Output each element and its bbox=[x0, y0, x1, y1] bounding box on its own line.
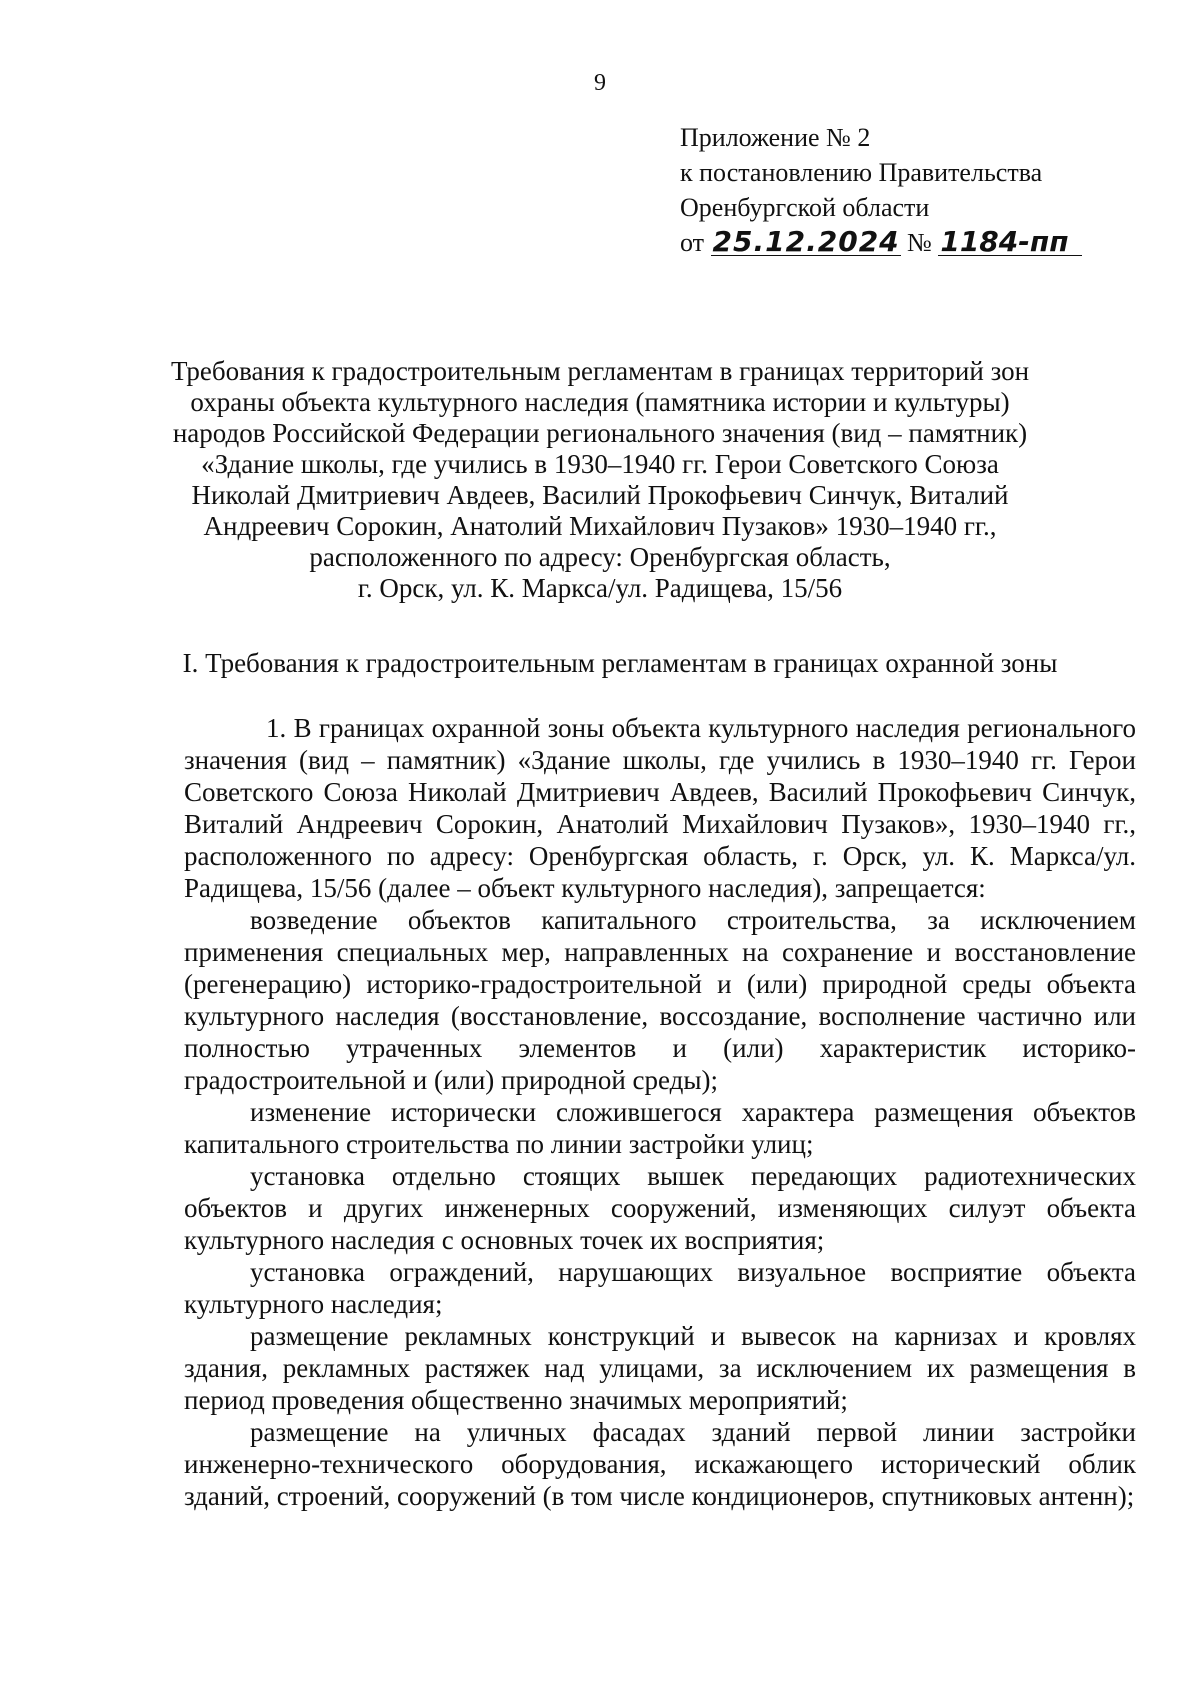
appendix-region: Оренбургской области bbox=[680, 193, 930, 222]
document-title bbox=[150, 356, 1050, 604]
paragraph-intro: 1. В границах охранной зоны объекта культурного наследия регионального значения (вид – памятник) «Здание школы, где учились в 1930–1940 гг. Герои Советского Союза Николай Дмитриевич Авдеев, Василий Прокофьевич Синчук, Виталий Андреевич Сорокин, Анатолий Михайлович Пузаков», 1930–1940 гг., расположенного по адресу: Оренбургская область, г. Орск, ул. К. Маркса/ул. Радищева, 15/56 (далее – объект культурного наследия), запрещается: bbox=[184, 713, 1136, 903]
title-line: Требования к градостроительным регламентам в границах территорий зон bbox=[170, 356, 1030, 386]
paragraph-item: размещение на уличных фасадах зданий первой линии застройки инженерно-технического оборудования, искажающего исторический облик зданий, строений, сооружений (в том числе кондиционеров, спутниковых антенн); bbox=[184, 1417, 1136, 1511]
title-line: Андреевич Сорокин, Анатолий Михайлович Пузаков» 1930–1940 гг., bbox=[203, 511, 997, 541]
title-line: расположенного по адресу: Оренбургская область, bbox=[309, 542, 891, 572]
section-heading: I. Требования к градостроительным регламентам в границах охранной зоны bbox=[182, 648, 1058, 678]
appendix-date-number-line bbox=[680, 225, 1082, 260]
paragraph-item: изменение исторически сложившегося характера размещения объектов капитального строительства по линии застройки улиц; bbox=[184, 1097, 1136, 1159]
body-text bbox=[184, 712, 1136, 1512]
title-line: г. Орск, ул. К. Маркса/ул. Радищева, 15/56 bbox=[357, 573, 843, 603]
handwritten-number: 1184-пп bbox=[938, 229, 1082, 256]
appendix-reference: к постановлению Правительства bbox=[680, 158, 1043, 187]
paragraph-item: размещение рекламных конструкций и вывесок на карнизах и кровлях здания, рекламных растяжек над улицами, за исключением их размещения в период проведения общественно значимых мероприятий; bbox=[184, 1321, 1136, 1415]
title-line: народов Российской Федерации регионального значения (вид – памятник) bbox=[172, 418, 1028, 448]
title-line: охраны объекта культурного наследия (памятника истории и культуры) bbox=[190, 387, 1010, 417]
title-line: Николай Дмитриевич Авдеев, Василий Прокофьевич Синчук, Виталий bbox=[191, 480, 1009, 510]
paragraph-item: возведение объектов капитального строительства, за исключением применения специальных мер, направленных на сохранение и восстановление (регенерацию) историко-градостроительной и (или) природной среды объекта культурного наследия (восстановление, воссоздание, восполнение частично или полностью утраченных элементов и (или) характеристик историко-градостроительной и (или) природной среды); bbox=[184, 905, 1136, 1095]
date-prefix: от bbox=[680, 228, 705, 257]
appendix-title: Приложение № 2 bbox=[680, 123, 871, 152]
page-number: 9 bbox=[594, 70, 606, 96]
paragraph-item: установка отдельно стоящих вышек передающих радиотехнических объектов и других инженерных сооружений, изменяющих силуэт объекта культурного наследия с основных точек их восприятия; bbox=[184, 1161, 1136, 1255]
paragraph-item: установка ограждений, нарушающих визуальное восприятие объекта культурного наследия; bbox=[184, 1257, 1136, 1319]
handwritten-date: 25.12.2024 bbox=[712, 225, 900, 258]
number-prefix: № bbox=[907, 228, 932, 257]
appendix-block bbox=[680, 120, 1082, 260]
title-line: «Здание школы, где учились в 1930–1940 гг. Герои Советского Союза bbox=[201, 449, 999, 479]
